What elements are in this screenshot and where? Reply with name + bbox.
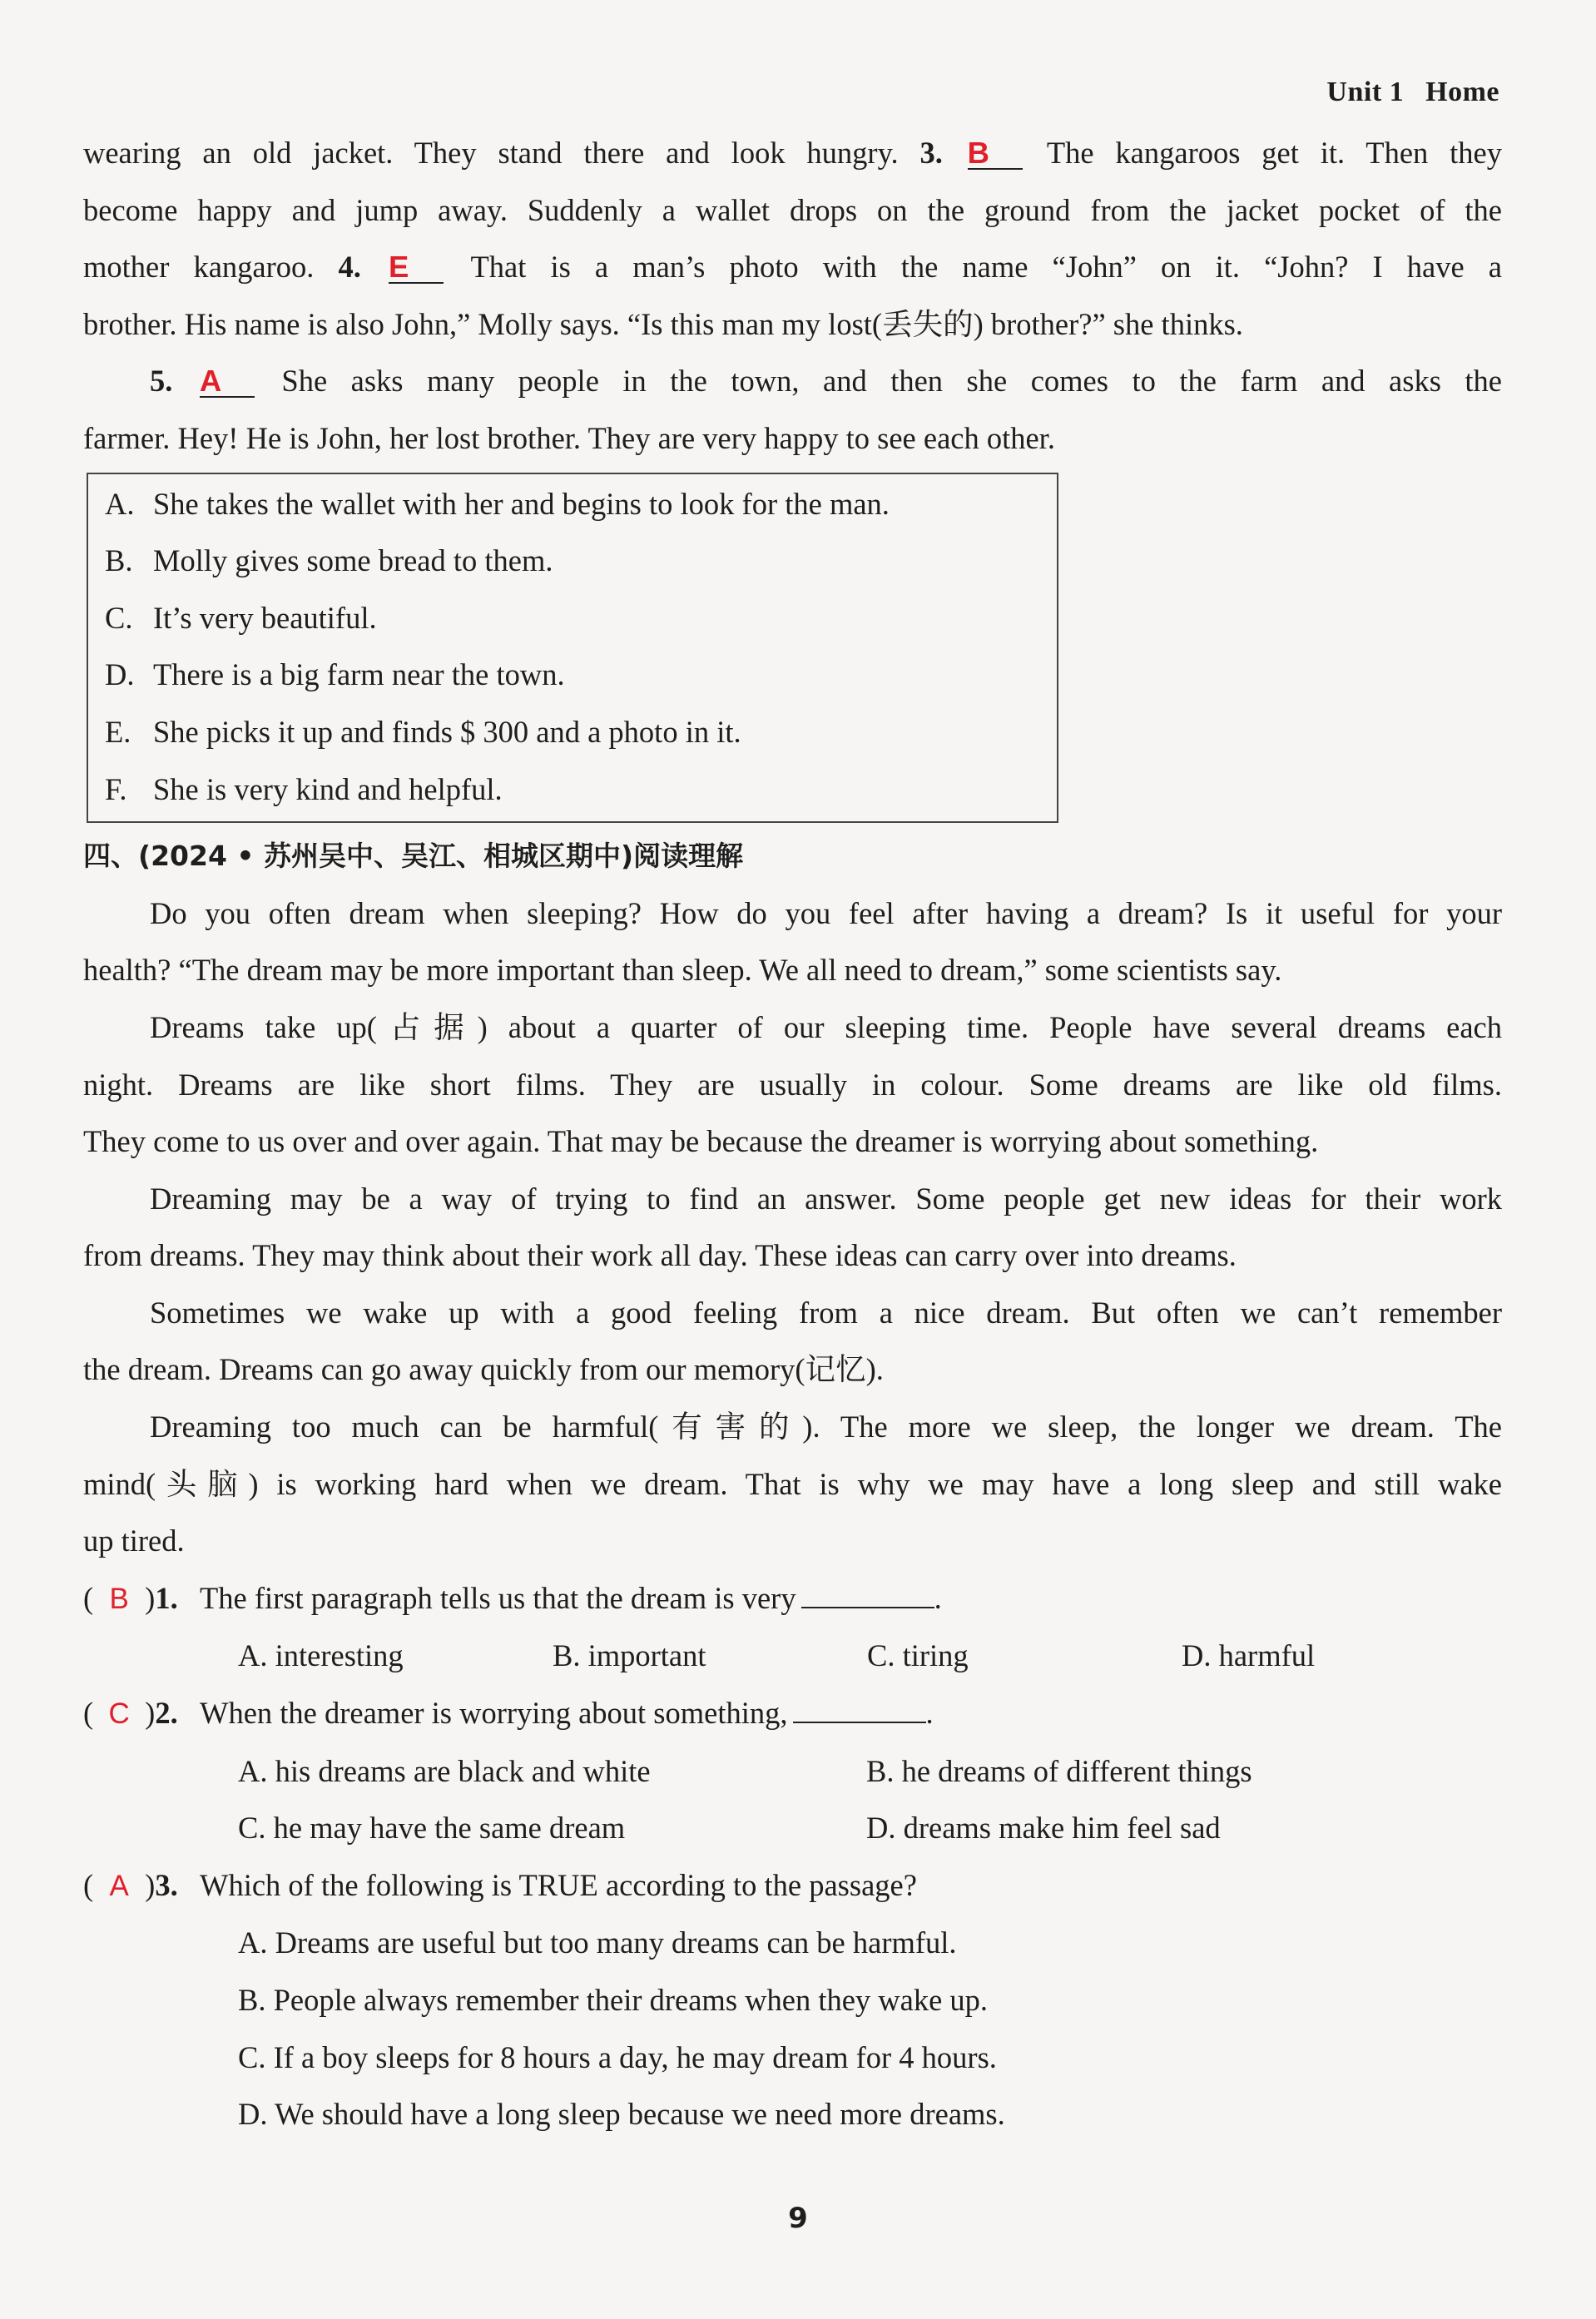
option-item: E. She picks it up and finds $ 300 and a photo in it. — [105, 714, 741, 749]
question-text: When the dreamer is worrying about something, — [200, 1696, 788, 1731]
choice: C. he may have the same dream — [238, 1811, 626, 1846]
choices — [83, 1800, 1502, 1857]
question-number: 4. — [338, 250, 361, 285]
choices — [83, 1628, 1502, 1685]
passage-line: from dreams. They may think about their work all day. These ideas can carry over into dreams. — [83, 1238, 1237, 1273]
unit-title: Home — [1425, 77, 1499, 107]
choice: B. he dreams of different things — [866, 1753, 1252, 1788]
question-number: 5. — [150, 364, 173, 399]
passage-line: Sometimes we wake up with a good feeling from a nice dream. But often we can’t remember — [150, 1295, 1502, 1330]
choices — [83, 1743, 1502, 1801]
answer-paren: ( A )3. — [83, 1857, 200, 1915]
answer-mark: A — [199, 364, 222, 399]
answer-paren: ( C )2. — [83, 1685, 200, 1743]
passage-line: They come to us over and over again. That may be because the dreamer is worrying about something. — [83, 1124, 1319, 1159]
option-item: B. Molly gives some bread to them. — [105, 543, 553, 578]
answer-blank — [389, 252, 444, 284]
choice: B. important — [553, 1638, 706, 1673]
passage-line: up tired. — [83, 1524, 185, 1558]
passage-line: brother. His name is also John,” Molly says. “Is this man my lost(丢失的) brother?” she thinks. — [83, 306, 1243, 341]
question-text: Which of the following is TRUE according to the passage? — [200, 1867, 917, 1902]
question-number: 3. — [919, 136, 943, 170]
passage-line: mind(头脑) is working hard when we dream. That is why we may have a long sleep and still wake — [83, 1466, 1502, 1501]
question-3 — [83, 1857, 1502, 1915]
choice: A. his dreams are black and white — [238, 1753, 651, 1788]
answer-blank — [968, 138, 1023, 170]
passage-line: 5. A She asks many people in the town, and then she comes to the farm and asks the — [150, 364, 1503, 399]
option-item: C. It’s very beautiful. — [105, 600, 377, 635]
passage-line: wearing an old jacket. They stand there and look hungry. 3. B The kangaroos get it. Then they — [83, 136, 1502, 170]
question-1: ( B )1. The first paragraph tells us that the dream is very . — [83, 1570, 1502, 1628]
choice: A. Dreams are useful but too many dreams can be harmful. — [238, 1925, 957, 1960]
option-item: A. She takes the wallet with her and begins to look for the man. — [105, 486, 890, 521]
passage-line: the dream. Dreams can go away quickly from our memory(记忆). — [83, 1352, 884, 1387]
page-number: 9 — [788, 2202, 808, 2235]
question-text: The first paragraph tells us that the dream is very — [200, 1580, 796, 1615]
passage-line: night. Dreams are like short films. They are usually in colour. Some dreams are like old films. — [83, 1067, 1502, 1102]
passage-line: Dreaming may be a way of trying to find an answer. Some people get new ideas for their work — [150, 1181, 1502, 1216]
choice: B. People always remember their dreams when they wake up. — [238, 1983, 989, 2017]
answer-mark: B — [109, 1582, 129, 1615]
answer-mark: A — [109, 1869, 129, 1902]
unit-label: Unit 1 — [1326, 77, 1405, 107]
answer-mark: E — [389, 250, 409, 285]
answer-mark: C — [108, 1697, 130, 1731]
answer-blank — [801, 1582, 934, 1608]
passage-line: Dreaming too much can be harmful(有害的). The more we sleep, the longer we dream. The — [150, 1410, 1502, 1444]
answer-paren: ( B )1. — [83, 1570, 200, 1628]
option-item: F. She is very kind and helpful. — [105, 771, 503, 806]
page-content — [83, 125, 1502, 2143]
option-item: D. There is a big farm near the town. — [105, 657, 565, 692]
passage-line: Do you often dream when sleeping? How do you feel after having a dream? Is it useful for your — [150, 895, 1502, 930]
choice: C. tiring — [867, 1638, 969, 1673]
choice: A. interesting — [238, 1638, 404, 1673]
passage-line: farmer. Hey! He is John, her lost brother. They are very happy to see each other. — [83, 420, 1055, 455]
choice: D. dreams make him feel sad — [866, 1811, 1221, 1846]
answer-blank — [200, 366, 255, 398]
section-title: 四、(2024 • 苏州吴中、吴江、相城区期中)阅读理解 — [83, 840, 744, 873]
answer-blank — [793, 1697, 926, 1723]
choice: D. We should have a long sleep because we need more dreams. — [238, 2097, 1005, 2132]
passage-line: Dreams take up(占据) about a quarter of our sleeping time. People have several dreams each — [150, 1009, 1502, 1044]
options-box — [87, 473, 1058, 824]
passage-line: health? “The dream may be more important than sleep. We all need to dream,” some scientists say. — [83, 953, 1282, 988]
passage-line: become happy and jump away. Suddenly a wallet drops on the ground from the jacket pocket of the — [83, 192, 1502, 227]
page-header — [1326, 77, 1499, 108]
question-2: ( C )2. When the dreamer is worrying about something, . — [83, 1685, 1502, 1743]
passage-line: mother kangaroo. 4. E That is a man’s photo with the name “John” on it. “John? I have a — [83, 250, 1503, 285]
choice: C. If a boy sleeps for 8 hours a day, he may dream for 4 hours. — [238, 2039, 997, 2074]
answer-mark: B — [967, 136, 990, 170]
choice: D. harmful — [1182, 1638, 1316, 1673]
